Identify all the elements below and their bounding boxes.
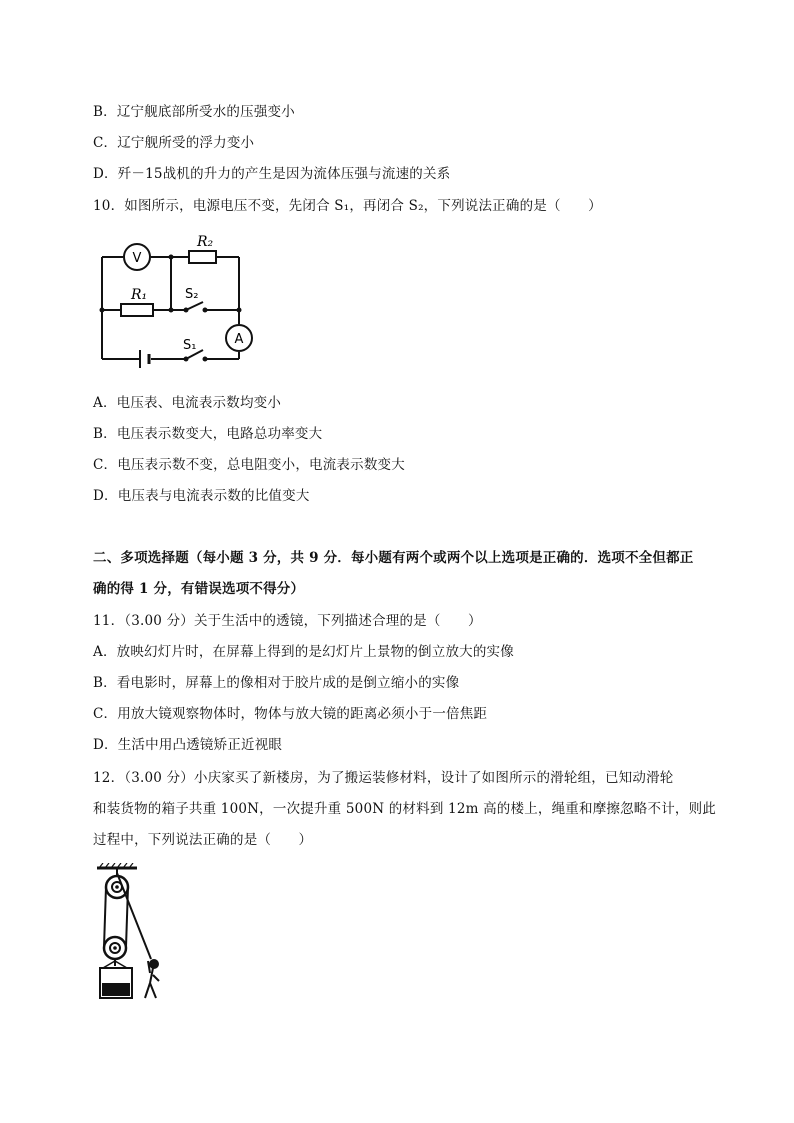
q10-option-c: C．电压表示数不变，总电阻变小，电流表示数变大 (93, 457, 405, 473)
resistor-r2-icon (189, 251, 216, 263)
s2-label: S₂ (185, 287, 199, 302)
q12-stem-line3: 过程中，下列说法正确的是（ ） (93, 832, 313, 848)
section-heading-line2: 确的得 1 分，有错误选项不得分） (93, 581, 305, 597)
resistor-r1-icon (121, 304, 153, 316)
voltmeter-label: V (132, 251, 142, 266)
pulley-system-figure (93, 863, 173, 1005)
q11-option-b: B．看电影时，屏幕上的像相对于胶片成的是倒立缩小的实像 (93, 675, 460, 691)
battery-icon (140, 350, 149, 368)
q9-option-c: C．辽宁舰所受的浮力变小 (93, 135, 255, 151)
q11-option-a: A．放映幻灯片时，在屏幕上得到的是幻灯片上景物的倒立放大的实像 (93, 644, 514, 660)
r2-label: R₂ (197, 234, 214, 250)
worker-icon (145, 960, 159, 998)
cargo-box-icon (100, 968, 132, 998)
q10-stem: 10．如图所示，电源电压不变，先闭合 S₁，再闭合 S₂，下列说法正确的是（ ） (93, 198, 602, 214)
r1-label: R₁ (131, 287, 148, 303)
q11-stem: 11．（3.00 分）关于生活中的透镜，下列描述合理的是（ ） (93, 613, 482, 629)
q12-stem-line2: 和装货物的箱子共重 100N，一次提升重 500N 的材料到 12m 高的楼上，绳重和摩擦忽略不计，则此 (93, 801, 716, 817)
section-heading-line1: 二、多项选择题（每小题 3 分，共 9 分．每小题有两个或两个以上选项是正确的．选项不全但都正 (93, 550, 694, 566)
q10-option-a: A．电压表、电流表示数均变小 (93, 395, 282, 411)
ammeter-label: A (234, 332, 244, 347)
movable-pulley-icon (104, 937, 126, 959)
q9-option-d: D．歼－15战机的升力的产生是因为流体压强与流速的关系 (93, 166, 451, 182)
voltmeter-icon (124, 244, 150, 270)
q9-option-b: B．辽宁舰底部所受水的压强变小 (93, 104, 295, 120)
q11-option-c: C．用放大镜观察物体时，物体与放大镜的距离必须小于一倍焦距 (93, 706, 488, 722)
switch-s2-icon (184, 302, 208, 313)
q10-option-d: D．电压表与电流表示数的比值变大 (93, 488, 310, 504)
s1-label: S₁ (183, 338, 197, 353)
q10-option-b: B．电压表示数变大，电路总功率变大 (93, 426, 323, 442)
ammeter-icon (226, 325, 252, 351)
circuit-diagram (93, 228, 263, 368)
q11-option-d: D．生活中用凸透镜矫正近视眼 (93, 737, 283, 753)
q12-stem-line1: 12．（3.00 分）小庆家买了新楼房，为了搬运装修材料，设计了如图所示的滑轮组，已知动滑轮 (93, 770, 674, 786)
